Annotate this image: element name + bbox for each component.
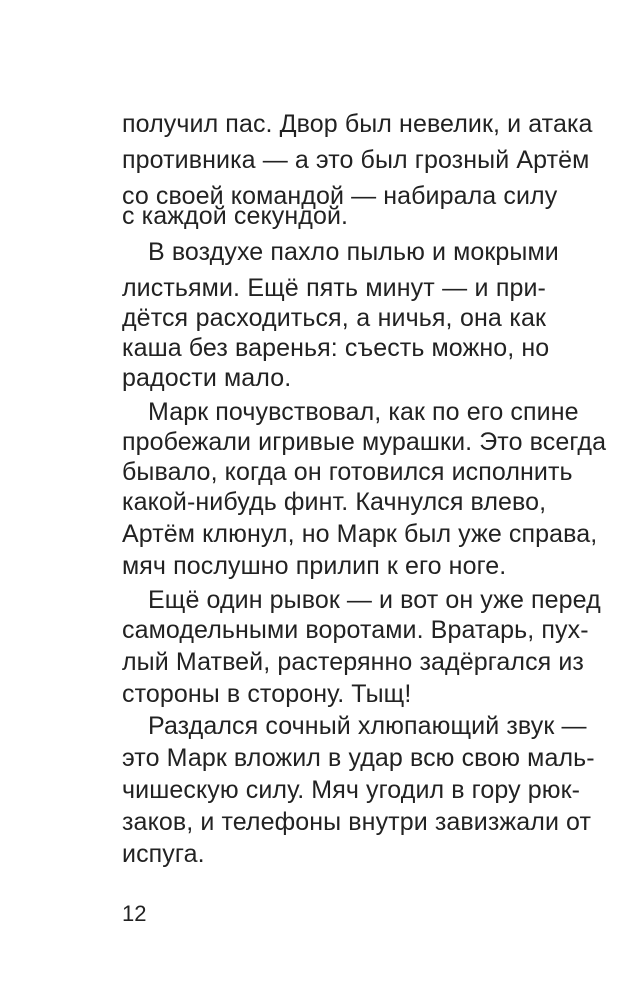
text-line: получил пас. Двор был невелик, и атака bbox=[122, 110, 593, 138]
text-line: испуга. bbox=[122, 840, 205, 868]
paragraph-first-line: Ещё один рывок — и вот он уже перед bbox=[148, 586, 601, 614]
text-line: Артём клюнул, но Марк был уже справа, bbox=[122, 520, 598, 548]
paragraph-first-line: Раздался сочный хлюпающий звук — bbox=[148, 712, 587, 740]
text-line: стороны в сторону. Тыщ! bbox=[122, 680, 412, 708]
text-line: пробежали игривые мурашки. Это всегда bbox=[122, 428, 607, 456]
text-line: мяч послушно прилип к его ноге. bbox=[122, 552, 507, 580]
paragraph-first-line: В воздухе пахло пылью и мокрыми bbox=[148, 238, 559, 266]
text-line: заков, и телефоны внутри завизжали от bbox=[122, 808, 592, 836]
text-line: лый Матвей, растерянно задёргался из bbox=[122, 648, 584, 676]
text-line: чишескую силу. Мяч угодил в гору рюк- bbox=[122, 776, 581, 804]
text-line: бывало, когда он готовился исполнить bbox=[122, 458, 573, 486]
text-line: какой-нибудь финт. Качнулся влево, bbox=[122, 488, 547, 516]
text-line: самодельными воротами. Вратарь, пух- bbox=[122, 616, 589, 644]
text-line: противника — а это был грозный Артём bbox=[122, 146, 590, 174]
text-line: листьями. Ещё пять минут — и при- bbox=[122, 274, 546, 302]
text-line: это Марк вложил в удар всю свою маль- bbox=[122, 744, 595, 772]
text-line: с каждой секундой. bbox=[122, 202, 349, 230]
text-line: радости мало. bbox=[122, 364, 292, 392]
text-line: дётся расходиться, а ничья, она как bbox=[122, 304, 546, 332]
text-line: каша без варенья: съесть можно, но bbox=[122, 334, 550, 362]
paragraph-first-line: Марк почувствовал, как по его спине bbox=[148, 398, 579, 426]
text-line: со своей командой — набирала силу bbox=[122, 182, 558, 210]
page-number: 12 bbox=[122, 901, 147, 926]
